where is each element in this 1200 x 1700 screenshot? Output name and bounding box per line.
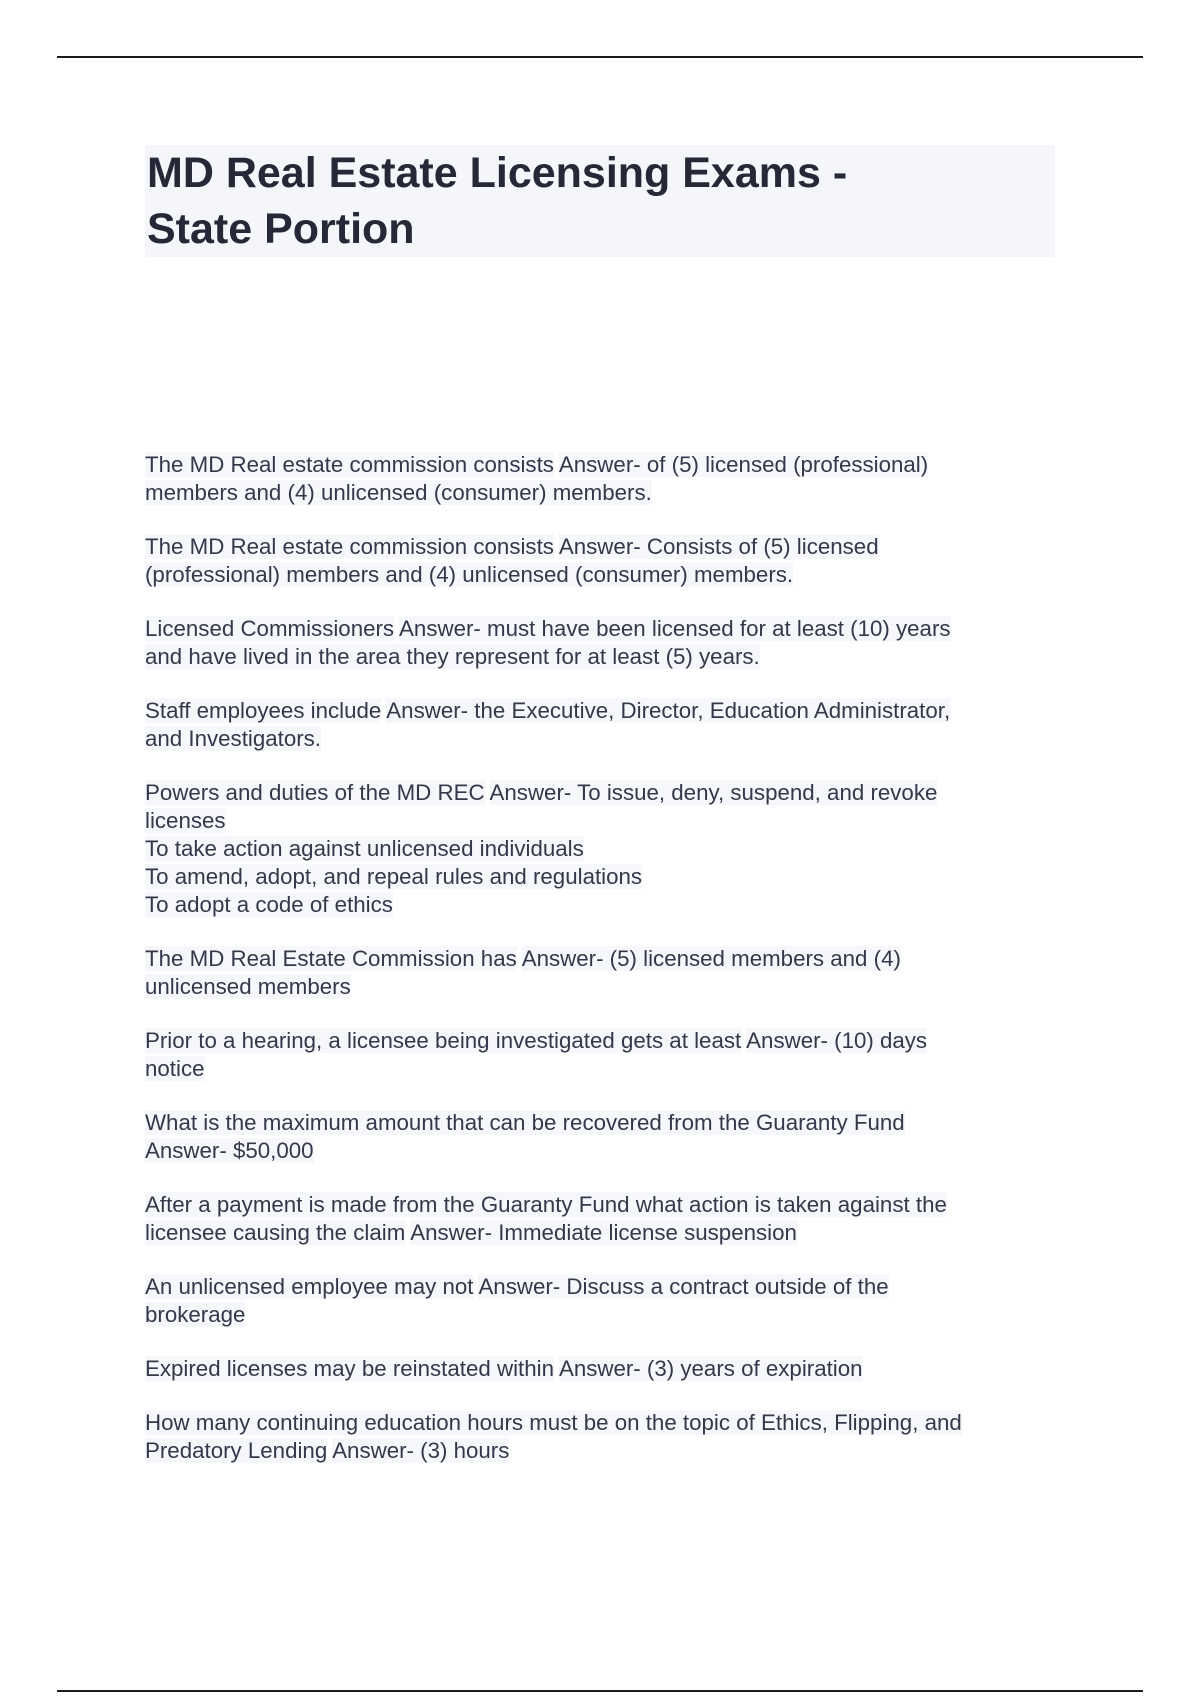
qa-list xyxy=(145,451,1050,1491)
header-rule xyxy=(57,56,1143,58)
qa-answer: Answer- $50,000 xyxy=(145,1138,314,1163)
qa-question: Prior to a hearing, a licensee being investigated gets at least xyxy=(145,1028,742,1053)
qa-question: The MD Real estate commission consists xyxy=(145,452,554,477)
qa-entry xyxy=(145,697,1050,753)
qa-answer: Answer- Immediate license suspension xyxy=(410,1220,797,1245)
qa-answer: Answer- (3) years of expiration xyxy=(558,1356,863,1381)
qa-question: The MD Real Estate Commission has xyxy=(145,946,517,971)
qa-entry xyxy=(145,1273,1050,1329)
title-block xyxy=(145,145,1055,257)
qa-entry xyxy=(145,1409,1050,1465)
qa-answer: Answer- (3) hours xyxy=(332,1438,510,1463)
qa-answer: Answer- To issue, deny, suspend, and revoke licenses To take action against unlicensed individuals To amend, adopt, and repeal rules and regulations To adopt a code of ethics xyxy=(145,780,938,917)
qa-answer: Answer- Consists of (5) licensed (professional) members and (4) unlicensed (consumer) members. xyxy=(145,534,879,587)
qa-answer: Answer- must have been licensed for at least (10) years and have lived in the area they represent for at least (5) years. xyxy=(145,616,951,669)
qa-question: What is the maximum amount that can be recovered from the Guaranty Fund xyxy=(145,1110,905,1135)
document-title: MD Real Estate Licensing Exams - State Portion xyxy=(147,149,848,253)
qa-entry xyxy=(145,1109,1050,1165)
qa-entry xyxy=(145,615,1050,671)
qa-question: After a payment is made from the Guaranty Fund what action is taken against the licensee causing the claim xyxy=(145,1192,947,1245)
qa-question: Licensed Commissioners xyxy=(145,616,395,641)
qa-entry xyxy=(145,1191,1050,1247)
footer-rule xyxy=(57,1690,1143,1692)
qa-question: An unlicensed employee may not xyxy=(145,1274,474,1299)
qa-answer: Answer- the Executive, Director, Education Administrator, and Investigators. xyxy=(145,698,951,751)
qa-entry xyxy=(145,1027,1050,1083)
qa-answer: Answer- (10) days notice xyxy=(145,1028,928,1081)
qa-entry xyxy=(145,945,1050,1001)
qa-question: Expired licenses may be reinstated within xyxy=(145,1356,554,1381)
qa-answer: Answer- (5) licensed members and (4) unlicensed members xyxy=(145,946,901,999)
qa-question: Powers and duties of the MD REC xyxy=(145,780,485,805)
qa-answer: Answer- Discuss a contract outside of the brokerage xyxy=(145,1274,889,1327)
qa-question: The MD Real estate commission consists xyxy=(145,534,554,559)
qa-question: How many continuing education hours must be on the topic of Ethics, Flipping, and Predatory Lending xyxy=(145,1410,962,1463)
qa-entry xyxy=(145,1355,1050,1383)
qa-answer: Answer- of (5) licensed (professional) members and (4) unlicensed (consumer) members. xyxy=(145,452,929,505)
qa-entry xyxy=(145,533,1050,589)
qa-question: Staff employees include xyxy=(145,698,382,723)
qa-entry xyxy=(145,451,1050,507)
qa-entry xyxy=(145,779,1050,919)
